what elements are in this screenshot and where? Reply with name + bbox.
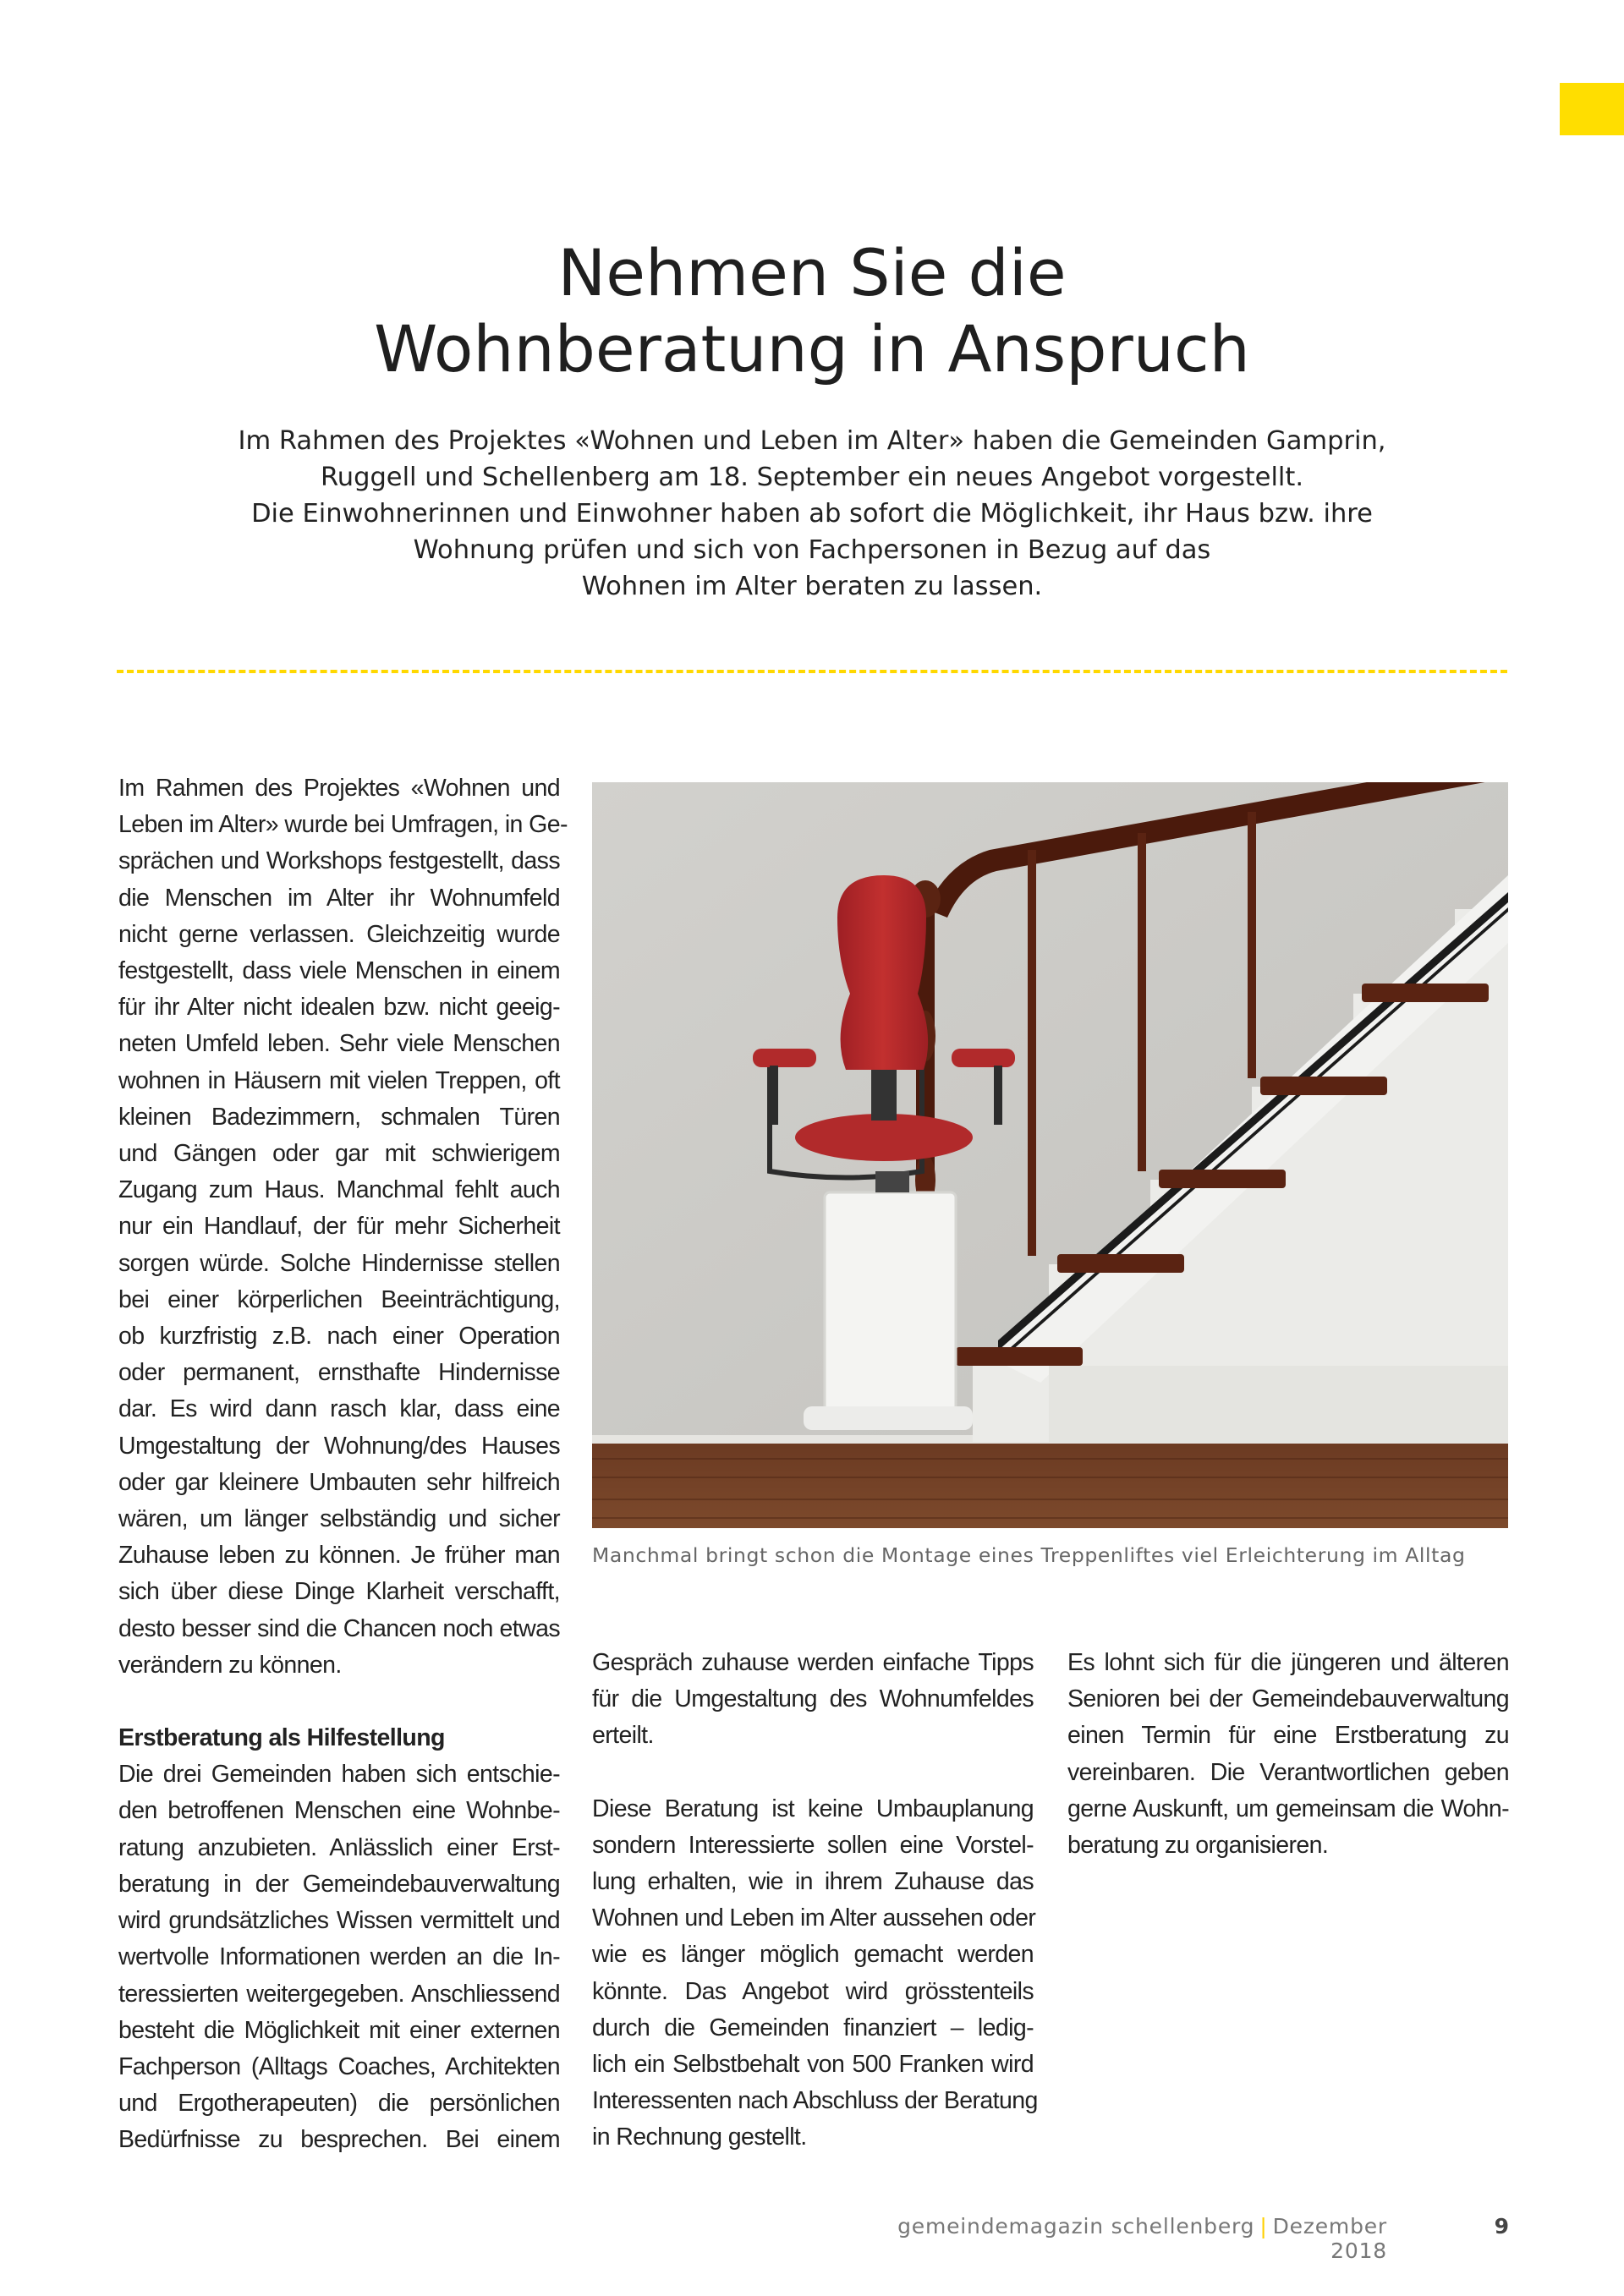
page-title (0, 235, 1624, 387)
title-line-1: Nehmen Sie die (557, 235, 1067, 310)
text-line: Zugang zum Haus. Manchmal fehlt auch (118, 1176, 560, 1204)
text-line: in Rechnung gestellt. (592, 2123, 807, 2151)
lead-line: Im Rahmen des Projektes «Wohnen und Leben im Alter» haben die Gemeinden Gamprin, (238, 426, 1386, 456)
text-line: gerne Auskunft, um gemeinsam die Wohn- (1067, 1795, 1509, 1822)
stairlift-photo (592, 782, 1508, 1528)
text-line: ob kurzfristig z.B. nach einer Operation (118, 1323, 560, 1351)
lead-line: Wohnung prüfen und sich von Fachpersonen in Bezug auf das (413, 535, 1211, 565)
footer-separator: | (1259, 2214, 1268, 2238)
text-line: Es lohnt sich für die jüngeren und älteren (1067, 1649, 1509, 1676)
dashed-divider (117, 670, 1507, 673)
magazine-name: gemeindemagazin schellenberg (897, 2214, 1255, 2238)
text-line: beratung in der Gemeindebauverwaltung (118, 1870, 560, 1898)
text-line: sorgen würde. Solche Hindernisse stellen (118, 1249, 560, 1277)
text-line: desto besser sind die Chancen noch etwas (118, 1614, 560, 1642)
text-line: nur ein Handlauf, der für mehr Sicherheit (118, 1213, 560, 1241)
text-line: Die drei Gemeinden haben sich entschie- (118, 1761, 560, 1789)
text-line: vereinbaren. Die Verantwortlichen geben (1067, 1758, 1509, 1786)
text-line: besteht die Möglichkeit mit einer externen (118, 2016, 560, 2044)
column2-paragraph-1 (592, 1645, 1034, 1755)
text-line: Senioren bei der Gemeindebauverwaltung (1067, 1685, 1509, 1713)
text-line: erteilt. (592, 1722, 654, 1750)
text-line: Wohnen und Leben im Alter aussehen oder (592, 1904, 1036, 1932)
lead-paragraph (118, 423, 1506, 605)
text-line: lung erhalten, wie in ihrem Zuhause das (592, 1868, 1034, 1896)
text-line: Im Rahmen des Projektes «Wohnen und (118, 775, 560, 802)
title-line-2: Wohnberatung in Anspruch (374, 311, 1250, 386)
article-column-2 (592, 1645, 1038, 2156)
text-line: neten Umfeld leben. Sehr viele Menschen (118, 1030, 560, 1058)
issue-date: Dezember 2018 (1272, 2214, 1387, 2263)
text-line: wie es länger möglich gemacht werden (592, 1941, 1034, 1969)
text-line: dar. Es wird dann rasch klar, dass eine (118, 1395, 560, 1423)
text-line: die Menschen im Alter ihr Wohnumfeld (118, 884, 560, 912)
lead-line: Ruggell und Schellenberg am 18. September ein neues Angebot vorgestellt. (320, 463, 1304, 492)
yellow-corner-tab (1560, 83, 1624, 135)
text-line: oder permanent, ernsthafte Hindernisse (118, 1359, 560, 1387)
text-line: den betroffenen Menschen eine Wohnbe- (118, 1797, 560, 1825)
text-line: verändern zu können. (118, 1651, 342, 1679)
text-line: Leben im Alter» wurde bei Umfragen, in Ge- (118, 811, 568, 839)
text-line: einen Termin für eine Erstberatung zu (1067, 1722, 1509, 1750)
text-line: bei einer körperlichen Beeinträchtigung, (118, 1285, 560, 1313)
lead-line: Wohnen im Alter beraten zu lassen. (581, 572, 1043, 601)
text-line: und Ergotherapeuten) die persönlichen (118, 2090, 560, 2118)
photo-caption: Manchmal bringt schon die Montage eines Treppenliftes viel Erleichterung im Alltag (592, 1543, 1466, 1567)
text-line: für die Umgestaltung des Wohnumfeldes (592, 1685, 1034, 1713)
column1-section-2 (118, 1720, 560, 2158)
text-line: Zuhause leben zu können. Je früher man (118, 1542, 560, 1570)
column2-paragraph-2 (592, 1791, 1038, 2156)
text-line: Fachperson (Alltags Coaches, Architekten (118, 2052, 560, 2080)
page-number: 9 (1494, 2214, 1509, 2238)
text-line: wären, um länger selbständig und sicher (118, 1505, 560, 1533)
text-line: sprächen und Workshops festgestellt, dass (118, 847, 560, 875)
text-line: durch die Gemeinden finanziert – ledig- (592, 2014, 1034, 2041)
text-line: Interessenten nach Abschluss der Beratung (592, 2087, 1038, 2115)
stairlift-illustration (592, 782, 1508, 1528)
text-line: Gespräch zuhause werden einfache Tipps (592, 1649, 1034, 1676)
text-line: beratung zu organisieren. (1067, 1832, 1329, 1860)
text-line: wohnen in Häusern mit vielen Treppen, oft (118, 1066, 560, 1094)
lead-line: Die Einwohnerinnen und Einwohner haben ab sofort die Möglichkeit, ihr Haus bzw. ihre (251, 499, 1373, 529)
column3-paragraph-1 (1067, 1645, 1509, 1864)
text-line: nicht gerne verlassen. Gleichzeitig wurde (118, 920, 560, 948)
text-line: und Gängen oder gar mit schwierigem (118, 1140, 560, 1168)
text-line: könnte. Das Angebot wird grösstenteils (592, 1977, 1034, 2005)
text-line: Diese Beratung ist keine Umbauplanung (592, 1795, 1034, 1822)
text-line: lich ein Selbstbehalt von 500 Franken wird (592, 2051, 1034, 2079)
article-column-3 (1067, 1645, 1509, 1864)
section-subheading: Erstberatung als Hilfestellung (118, 1724, 445, 1752)
text-line: sich über diese Dinge Klarheit verschafft, (118, 1578, 560, 1606)
page-footer (846, 2214, 1387, 2263)
text-line: wertvolle Informationen werden an die In- (118, 1943, 560, 1971)
text-line: festgestellt, dass viele Menschen in einem (118, 957, 560, 985)
text-line: oder gar kleinere Umbauten sehr hilfreich (118, 1468, 560, 1496)
text-line: Bedürfnisse zu besprechen. Bei einem (118, 2126, 560, 2154)
article-column-1 (118, 770, 568, 2159)
text-line: wird grundsätzliches Wissen vermittelt und (118, 1907, 560, 1935)
text-line: Umgestaltung der Wohnung/des Hauses (118, 1432, 560, 1460)
text-line: für ihr Alter nicht idealen bzw. nicht geeig- (118, 994, 560, 1022)
text-line: sondern Interessierte sollen eine Vorstel- (592, 1831, 1034, 1859)
text-line: teressierten weitergegeben. Anschliessend (118, 1980, 560, 2008)
column1-paragraph-1 (118, 770, 568, 1684)
text-line: ratung anzubieten. Anlässlich einer Erst- (118, 1833, 560, 1861)
text-line: kleinen Badezimmern, schmalen Türen (118, 1103, 560, 1131)
